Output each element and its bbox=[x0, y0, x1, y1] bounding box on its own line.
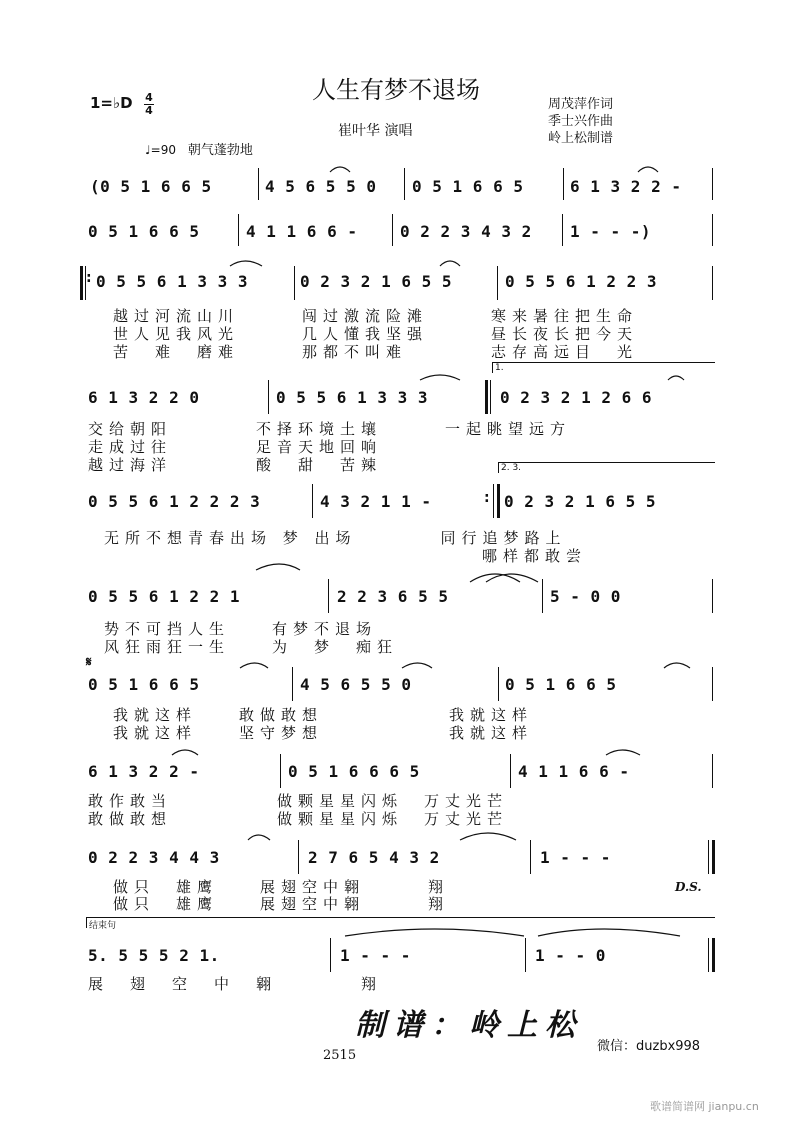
measure: 0 2 3 2 1 2 6 6 bbox=[500, 388, 652, 407]
song-title: 人生有梦不退场 bbox=[312, 76, 480, 104]
measure: 6 1 3 2 2 - bbox=[88, 762, 200, 781]
lyric-line: 敢作敢当 做颗星星闪烁 万丈光芒 bbox=[88, 792, 509, 810]
measure: 1 - - -) bbox=[570, 222, 652, 241]
lyric-line: 势不可挡人生 有梦不退场 bbox=[104, 620, 378, 638]
measure: 1 - - - bbox=[540, 848, 611, 867]
lyric-line: 交给朝阳 不择环境土壤 一起眺望远方 bbox=[88, 420, 572, 438]
arranger-signature: 制谱：岭上松 bbox=[355, 1008, 583, 1043]
measure: 0 5 1 6 6 5 bbox=[505, 675, 617, 694]
lyric-line: 我就这样 敢做敢想 我就这样 bbox=[113, 706, 534, 724]
wechat-contact: 微信：duzbx998 bbox=[597, 1039, 701, 1054]
key-signature: 1=♭D bbox=[90, 94, 133, 112]
segno-sign: 𝄋 bbox=[86, 655, 92, 670]
lyric-line: 风狂雨狂一生 为 梦 痴狂 bbox=[104, 638, 399, 656]
volta-first: 1. bbox=[492, 362, 715, 373]
ending-label: 结束句 bbox=[86, 917, 715, 928]
measure: 0 5 1 6 6 5 bbox=[88, 675, 200, 694]
measure: 0 5 5 6 1 2 2 2 3 bbox=[88, 492, 261, 511]
measure: 4 1 1 6 6 - bbox=[246, 222, 358, 241]
lyric-line: 做只 雄鹰 展翅空中翱 翔 bbox=[113, 878, 450, 896]
page-number: 2515 bbox=[323, 1048, 357, 1063]
singer: 崔叶华 演唱 bbox=[338, 123, 413, 139]
lyric-line: 无所不想青春出场 梦 出场 同行追梦路上 bbox=[104, 529, 567, 547]
measure: 5. 5 5 5 2 1. bbox=[88, 946, 220, 965]
measure: 0 5 1 6 6 5 bbox=[412, 177, 524, 196]
measure: 0 5 5 6 1 2 2 3 bbox=[505, 272, 657, 291]
lyricist: 周茂萍作词 bbox=[548, 97, 614, 112]
measure: 1 - - - bbox=[340, 946, 411, 965]
meter-top: 4 bbox=[145, 91, 153, 104]
lyric-line: 哪样都敢尝 bbox=[104, 547, 588, 565]
lyric-line: 展 翅 空 中 翱 翔 bbox=[88, 975, 383, 993]
lyric-line: 我就这样 坚守梦想 我就这样 bbox=[113, 724, 534, 742]
measure: 6 1 3 2 2 - bbox=[570, 177, 682, 196]
site-watermark: 歌谱简谱网 jianpu.cn bbox=[650, 1100, 759, 1113]
dal-segno-mark: D.S. bbox=[675, 880, 702, 894]
measure: 4 5 6 5 5 0 bbox=[265, 177, 377, 196]
volta-second: 2. 3. bbox=[498, 462, 715, 473]
expression-style: 朝气蓬勃地 bbox=[187, 143, 253, 158]
lyric-line: 敢做敢想 做颗星星闪烁 万丈光芒 bbox=[88, 810, 509, 828]
measure: 0 5 5 6 1 3 3 3 bbox=[276, 388, 428, 407]
lyric-line: 走成过往 足音天地回响 bbox=[88, 438, 383, 456]
measure: 2 7 6 5 4 3 2 bbox=[308, 848, 440, 867]
measure: 0 2 3 2 1 6 5 5 bbox=[300, 272, 452, 291]
lyric-line: 做只 雄鹰 展翅空中翱 翔 bbox=[113, 895, 450, 913]
measure: 0 5 5 6 1 3 3 3 bbox=[96, 272, 248, 291]
measure: 6 1 3 2 2 0 bbox=[88, 388, 200, 407]
measure: 1 - - 0 bbox=[535, 946, 606, 965]
measure: 2 2 3 6 5 5 bbox=[337, 587, 449, 606]
measure: 0 2 2 3 4 3 2 bbox=[400, 222, 532, 241]
measure: 4 3 2 1 1 - bbox=[320, 492, 432, 511]
tempo-value: ♩=90 bbox=[145, 143, 176, 157]
arranger: 岭上松制谱 bbox=[548, 131, 614, 146]
measure: 0 5 5 6 1 2 2 1 bbox=[88, 587, 240, 606]
measure: 4 5 6 5 5 0 bbox=[300, 675, 412, 694]
composer: 季士兴作曲 bbox=[548, 114, 614, 129]
lyric-line: 世人见我风光 几人懂我坚强 昼长夜长把今天 bbox=[113, 325, 639, 343]
measure: 0 5 1 6 6 6 5 bbox=[288, 762, 420, 781]
lyric-line: 越过海洋 酸 甜 苦辣 bbox=[88, 456, 383, 474]
lyric-line: 越过河流山川 闯过激流险滩 寒来暑往把生命 bbox=[113, 307, 639, 325]
meter-bottom: 4 bbox=[145, 104, 153, 117]
measure: (0 5 1 6 6 5 bbox=[90, 177, 212, 196]
measure: 4 1 1 6 6 - bbox=[518, 762, 630, 781]
measure: 5 - 0 0 bbox=[550, 587, 621, 606]
lyric-line: 苦 难 磨难 那都不叫难 志存高远目 光 bbox=[113, 343, 639, 361]
measure: 0 2 2 3 4 4 3 bbox=[88, 848, 220, 867]
measure: 0 2 3 2 1 6 5 5 bbox=[504, 492, 656, 511]
measure: 0 5 1 6 6 5 bbox=[88, 222, 200, 241]
